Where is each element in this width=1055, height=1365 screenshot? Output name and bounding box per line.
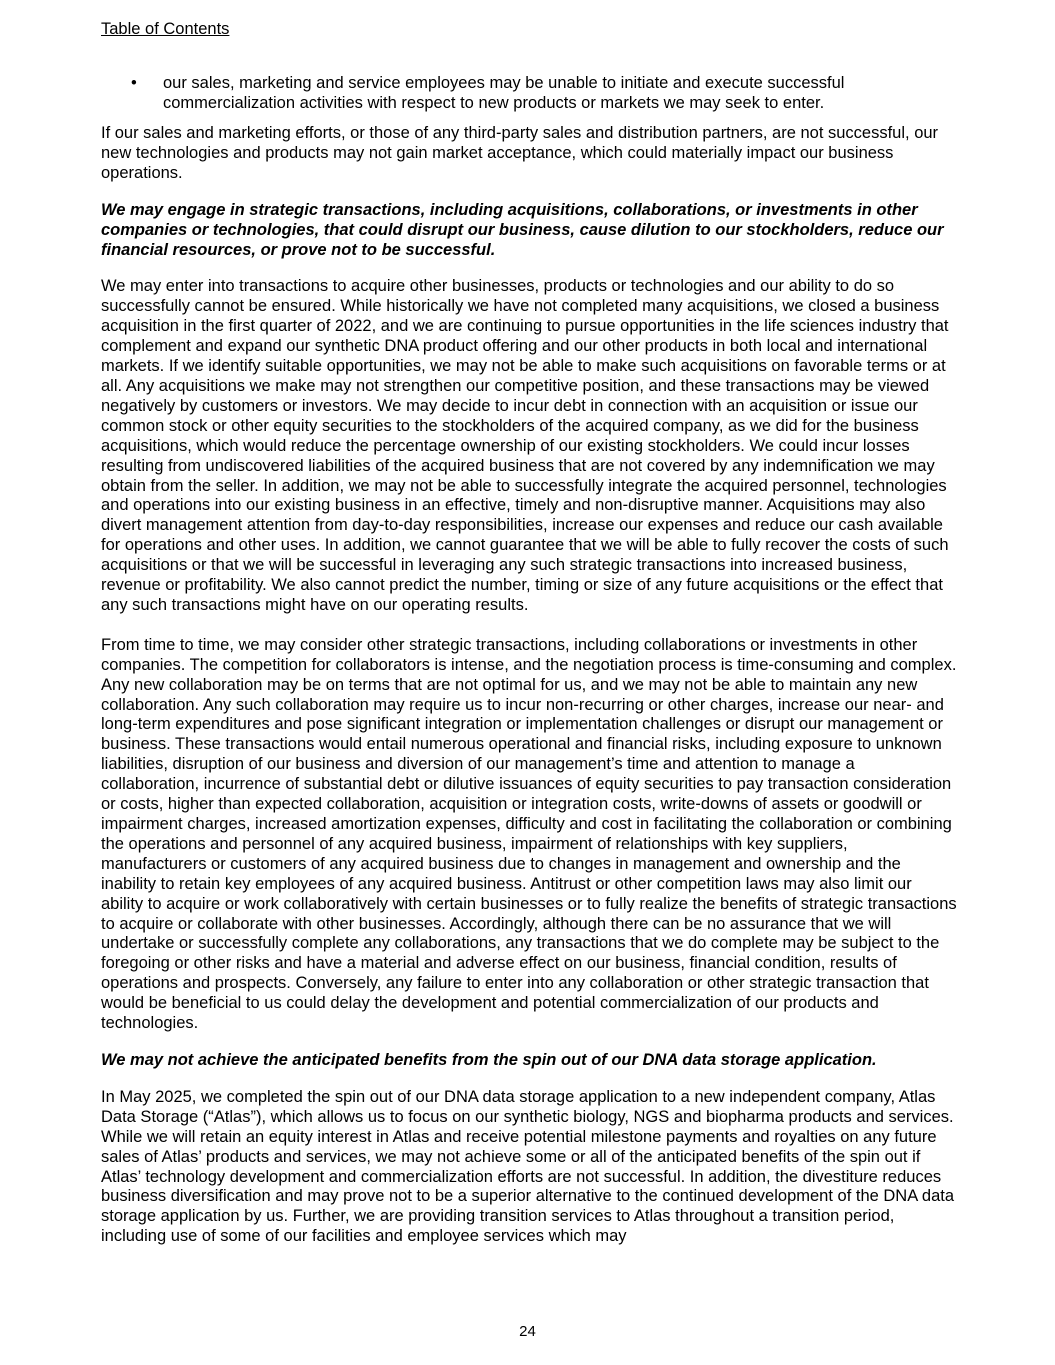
paragraph-acquisitions: We may enter into transactions to acquire other businesses, products or technologies and our ability to do so successfully cannot be ensured. While historically we have not completed many acquisitions, we closed a business acquisition in the first quarter of 2022, and we are continuing to pursue opportunities in the life sciences industry that complement and expand our synthetic DNA product offering and our other products in both local and international markets. If we identify suitable opportunities, we may not be able to make such acquisitions on favorable terms or at all. Any acquisitions we make may not strengthen our competitive position, and these transactions may be viewed negatively by customers or investors. We may decide to incur debt in connection with an acquisition or issue our common stock or other equity securities to the stockholders of the acquired company, as we did for the business acquisitions, which would reduce the percentage ownership of our existing stockholders. We could incur losses resulting from undiscovered liabilities of the acquired business that are not covered by any indemnification we may obtain from the seller. In addition, we may not be able to successfully integrate the acquired personnel, technologies and operations into our existing business in an effective, timely and non-disruptive manner. Acquisitions may also divert management attention from day-to-day responsibilities, increase our expenses and reduce our cash available for operations and other uses. In addition, we cannot guarantee that we will be able to fully recover the costs of such acquisitions or that we will be successful in leveraging any such strategic transactions into increased business, revenue or profitability. We also cannot predict the number, timing or size of any future acquisitions or the effect that any such transactions might have on our operating results. (101, 277, 949, 614)
paragraph-sales-marketing: If our sales and marketing efforts, or those of any third-party sales and distribution partners, are not successful, our new technologies and products may not gain market acceptance, which could materially impact our business operations. (101, 124, 939, 182)
bullet-text: our sales, marketing and service employees may be unable to initiate and execute successful commercialization activities with respect to new products or markets we may seek to enter. (163, 74, 845, 112)
section-heading-strategic-transactions: We may engage in strategic transactions, including acquisitions, collaborations, or investments in other companies or technologies, that could disrupt our business, cause dilution to our stockholders, reduce our financial resources, or prove not to be successful. (101, 200, 944, 259)
paragraph-atlas-spin-out: In May 2025, we completed the spin out of our DNA data storage application to a new independent company, Atlas Data Storage (“Atlas”), which allows us to focus on our synthetic biology, NGS and biopharma products and services. While we will retain an equity interest in Atlas and receive potential milestone payments and royalties on any future sales of Atlas’ products and services, we may not achieve some or all of the anticipated benefits of the spin out if Atlas’ technology development and commercialization efforts are not successful. In addition, the divestiture reduces business diversification and may prove not to be a superior alternative to the continued development of the DNA data storage application by us. Further, we are providing transition services to Atlas throughout a transition period, including use of some of our facilities and employee services which may (101, 1087, 955, 1246)
bullet-icon: • (131, 74, 137, 92)
bullet-list-item (101, 73, 957, 113)
section-heading-spin-out: We may not achieve the anticipated benefits from the spin out of our DNA data storage application. (101, 1050, 877, 1069)
page-number: 24 (519, 1323, 536, 1340)
document-page (101, 19, 957, 1247)
table-of-contents-link[interactable]: Table of Contents (101, 20, 230, 38)
paragraph-collaborations: From time to time, we may consider other strategic transactions, including collaborations or investments in other companies. The competition for collaborators is intense, and the negotiation process is time-consuming and complex. Any new collaboration may be on terms that are not optimal for us, and we may not be able to maintain any new collaboration. Any such collaboration may require us to incur non-recurring or other charges, increase our near- and long-term expenditures and pose significant integration or implementation challenges or disrupt our management or business. These transactions would entail numerous operational and financial risks, including exposure to unknown liabilities, disruption of our business and diversion of our management’s time and attention to manage a collaboration, incurrence of substantial debt or dilutive issuances of equity securities to pay transaction consideration or costs, higher than expected collaboration, acquisition or integration costs, write-downs of assets or goodwill or impairment charges, increased amortization expenses, difficulty and cost in facilitating the collaboration or combining the operations and personnel of any acquired business, impairment of relationships with key suppliers, manufacturers or customers of any acquired business due to changes in management and ownership and the inability to retain key employees of any acquired business. Antitrust or other competition laws may also limit our ability to acquire or work collaboratively with certain businesses or to fully realize the benefits of strategic transactions to acquire or collaborate with other businesses. Accordingly, although there can be no assurance that we will undertake or successfully complete any collaborations, any transactions that we do complete may be subject to the foregoing or other risks and have a material and adverse effect on our business, financial condition, results of operations and prospects. Conversely, any failure to enter into any collaboration or other strategic transaction that would be beneficial to us could delay the development and potential commercialization of our products and technologies. (101, 635, 957, 1033)
